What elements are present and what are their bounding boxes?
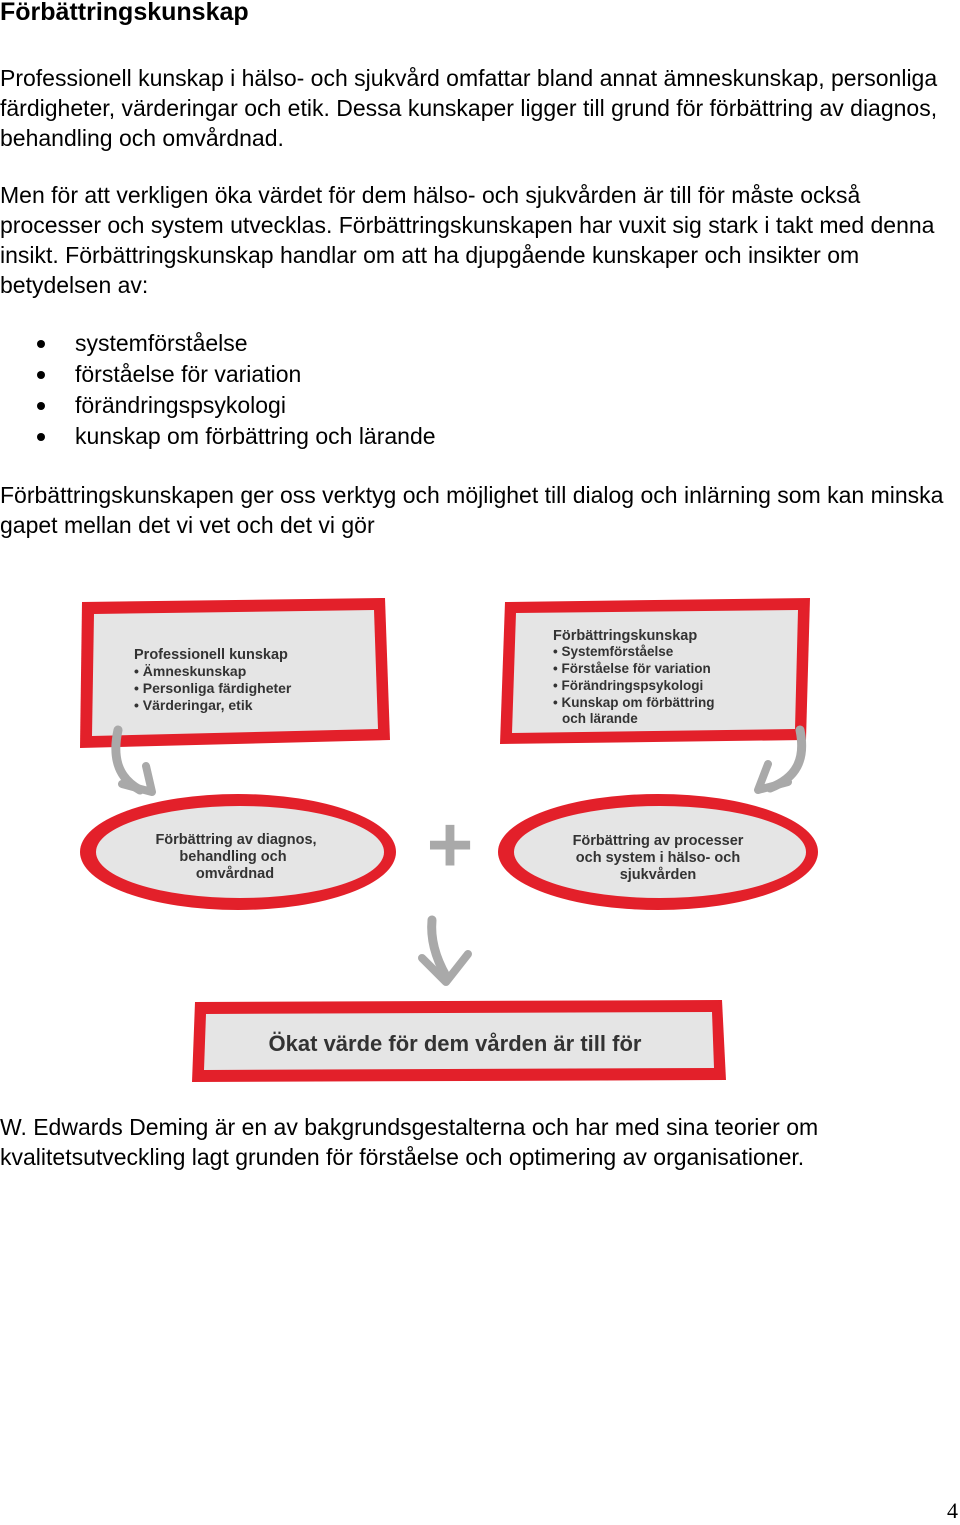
bullet-item: kunskap om förbättring och lärande: [0, 421, 436, 452]
paragraph-deming: W. Edwards Deming är en av bakgrundsgestalterna och har med sina teorier om kvalitetsutveckling lagt grunden för förståelse och optimering av organisationer.: [0, 1114, 819, 1170]
bullet-item: förståelse för variation: [0, 359, 436, 390]
page-heading: Förbättringskunskap: [0, 0, 249, 26]
oval-left-line: Förbättring av diagnos,: [155, 832, 317, 848]
bullet-item: systemförståelse: [0, 328, 436, 359]
box-right-title: Förbättringskunskap: [553, 628, 698, 644]
page-number: 4: [947, 1498, 958, 1523]
box-right-item: • Förståelse för variation: [553, 661, 711, 676]
result-box: [192, 1000, 726, 1082]
oval-right-line: Förbättring av processer: [572, 833, 744, 849]
oval-diagnosis-treatment: [80, 794, 396, 910]
oval-processes-systems: [498, 794, 818, 910]
box-right-item: och lärande: [562, 711, 638, 726]
oval-right-line: och system i hälso- och: [575, 850, 741, 866]
box-left-item: • Personliga färdigheter: [134, 680, 292, 696]
box-right-item: • Systemförståelse: [553, 644, 674, 659]
box-right-item: • Kunskap om förbättring: [553, 695, 715, 710]
box-left-item: • Ämneskunskap: [134, 663, 247, 679]
box-right-item: • Förändringspsykologi: [553, 678, 704, 693]
result-text: Ökat värde för dem vården är till för: [268, 1031, 642, 1056]
box-left-title: Professionell kunskap: [134, 647, 288, 663]
paragraph-intro: Professionell kunskap i hälso- och sjukvård omfattar bland annat ämneskunskap, personliga färdigheter, värderingar och etik. Dessa kunskaper ligger till grund för förbättring av diagnos, behandling och omvårdnad.: [0, 65, 938, 151]
arrow-down-icon: [422, 920, 468, 982]
oval-right-line: sjukvården: [619, 867, 697, 883]
paragraph-processes: Men för att verkligen öka värdet för dem hälso- och sjukvården är till för måste också processer och system utvecklas. Förbättringskunskapen har vuxit sig stark i takt med denna insikt. Förbättringskunskap handlar om att ha djupgående kunskaper och insikter om betydelsen av:: [0, 182, 935, 298]
oval-left-line: behandling och: [179, 849, 287, 865]
bullet-list: [0, 328, 436, 452]
box-professional-knowledge: [80, 598, 390, 748]
bullet-item: förändringspsykologi: [0, 390, 436, 421]
paragraph-tools: Förbättringskunskapen ger oss verktyg och möjlighet till dialog och inlärning som kan minska gapet mellan det vi vet och det vi gör: [0, 482, 944, 538]
box-left-item: • Värderingar, etik: [134, 697, 253, 713]
plus-icon: +: [426, 800, 474, 889]
box-improvement-knowledge: [500, 598, 810, 744]
oval-left-line: omvårdnad: [195, 866, 275, 882]
improvement-knowledge-diagram: [0, 590, 960, 1090]
